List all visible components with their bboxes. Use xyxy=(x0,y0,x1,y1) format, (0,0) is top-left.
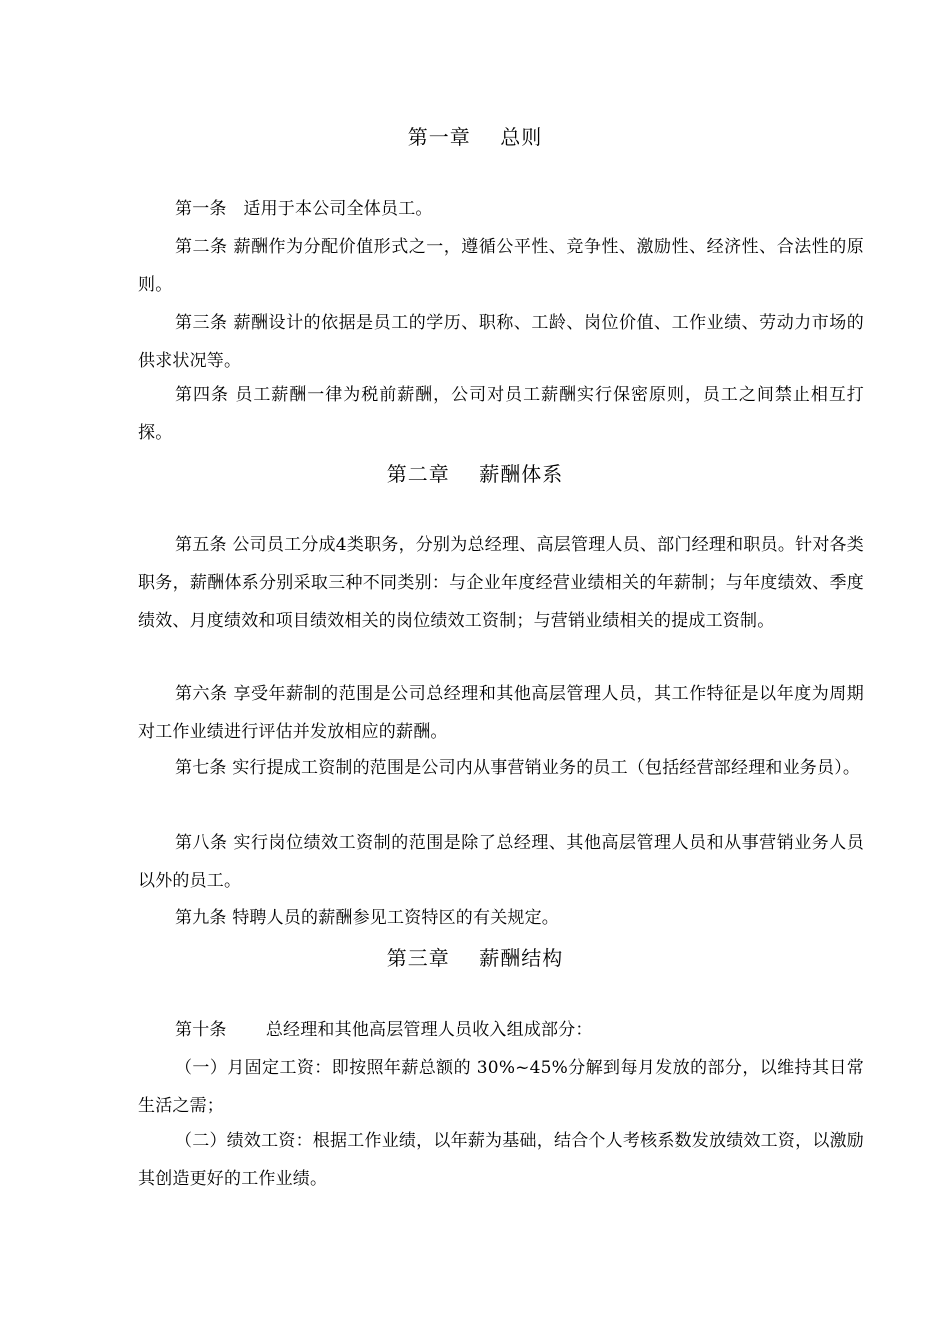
article-5: 第五条 公司员工分成4类职务，分别为总经理、高层管理人员、部门经理和职员。针对各类职务，薪酬体系分别采取三种不同类别：与企业年度经营业绩相关的年薪制；与年度绩效、季度绩效、月度绩效和项目绩效相关的岗位绩效工资制；与营销业绩相关的提成工资制。 xyxy=(138,535,864,631)
article-1: 第一条 适用于本公司全体员工。 xyxy=(175,199,433,219)
chapter-3-title: 第三章 薪酬结构 xyxy=(386,946,564,970)
article-9: 第九条 特聘人员的薪酬参见工资特区的有关规定。 xyxy=(175,908,560,928)
article-7: 第七条 实行提成工资制的范围是公司内从事营销业务的员工（包括经营部经理和业务员）。 xyxy=(175,758,861,778)
chapter-1-title: 第一章 总则 xyxy=(407,125,543,149)
article-10-item-2: （二）绩效工资：根据工作业绩，以年薪为基础，结合个人考核系数发放绩效工资，以激励其创造更好的工作业绩。 xyxy=(138,1131,864,1189)
article-6: 第六条 享受年薪制的范围是公司总经理和其他高层管理人员，其工作特征是以年度为周期对工作业绩进行评估并发放相应的薪酬。 xyxy=(138,684,864,742)
article-3: 第三条 薪酬设计的依据是员工的学历、职称、工龄、岗位价值、工作业绩、劳动力市场的供求状况等。 xyxy=(138,313,864,371)
article-10-item-1: （一）月固定工资：即按照年薪总额的 30%~45%分解到每月发放的部分，以维持其日常生活之需； xyxy=(138,1058,864,1116)
article-2: 第二条 薪酬作为分配价值形式之一，遵循公平性、竞争性、激励性、经济性、合法性的原则。 xyxy=(138,237,864,295)
article-4: 第四条 员工薪酬一律为税前薪酬，公司对员工薪酬实行保密原则，员工之间禁止相互打探。 xyxy=(138,385,864,443)
article-10: 第十条 总经理和其他高层管理人员收入组成部分： xyxy=(175,1020,593,1040)
article-8: 第八条 实行岗位绩效工资制的范围是除了总经理、其他高层管理人员和从事营销业务人员以外的员工。 xyxy=(138,833,864,891)
chapter-2-title: 第二章 薪酬体系 xyxy=(386,462,564,486)
